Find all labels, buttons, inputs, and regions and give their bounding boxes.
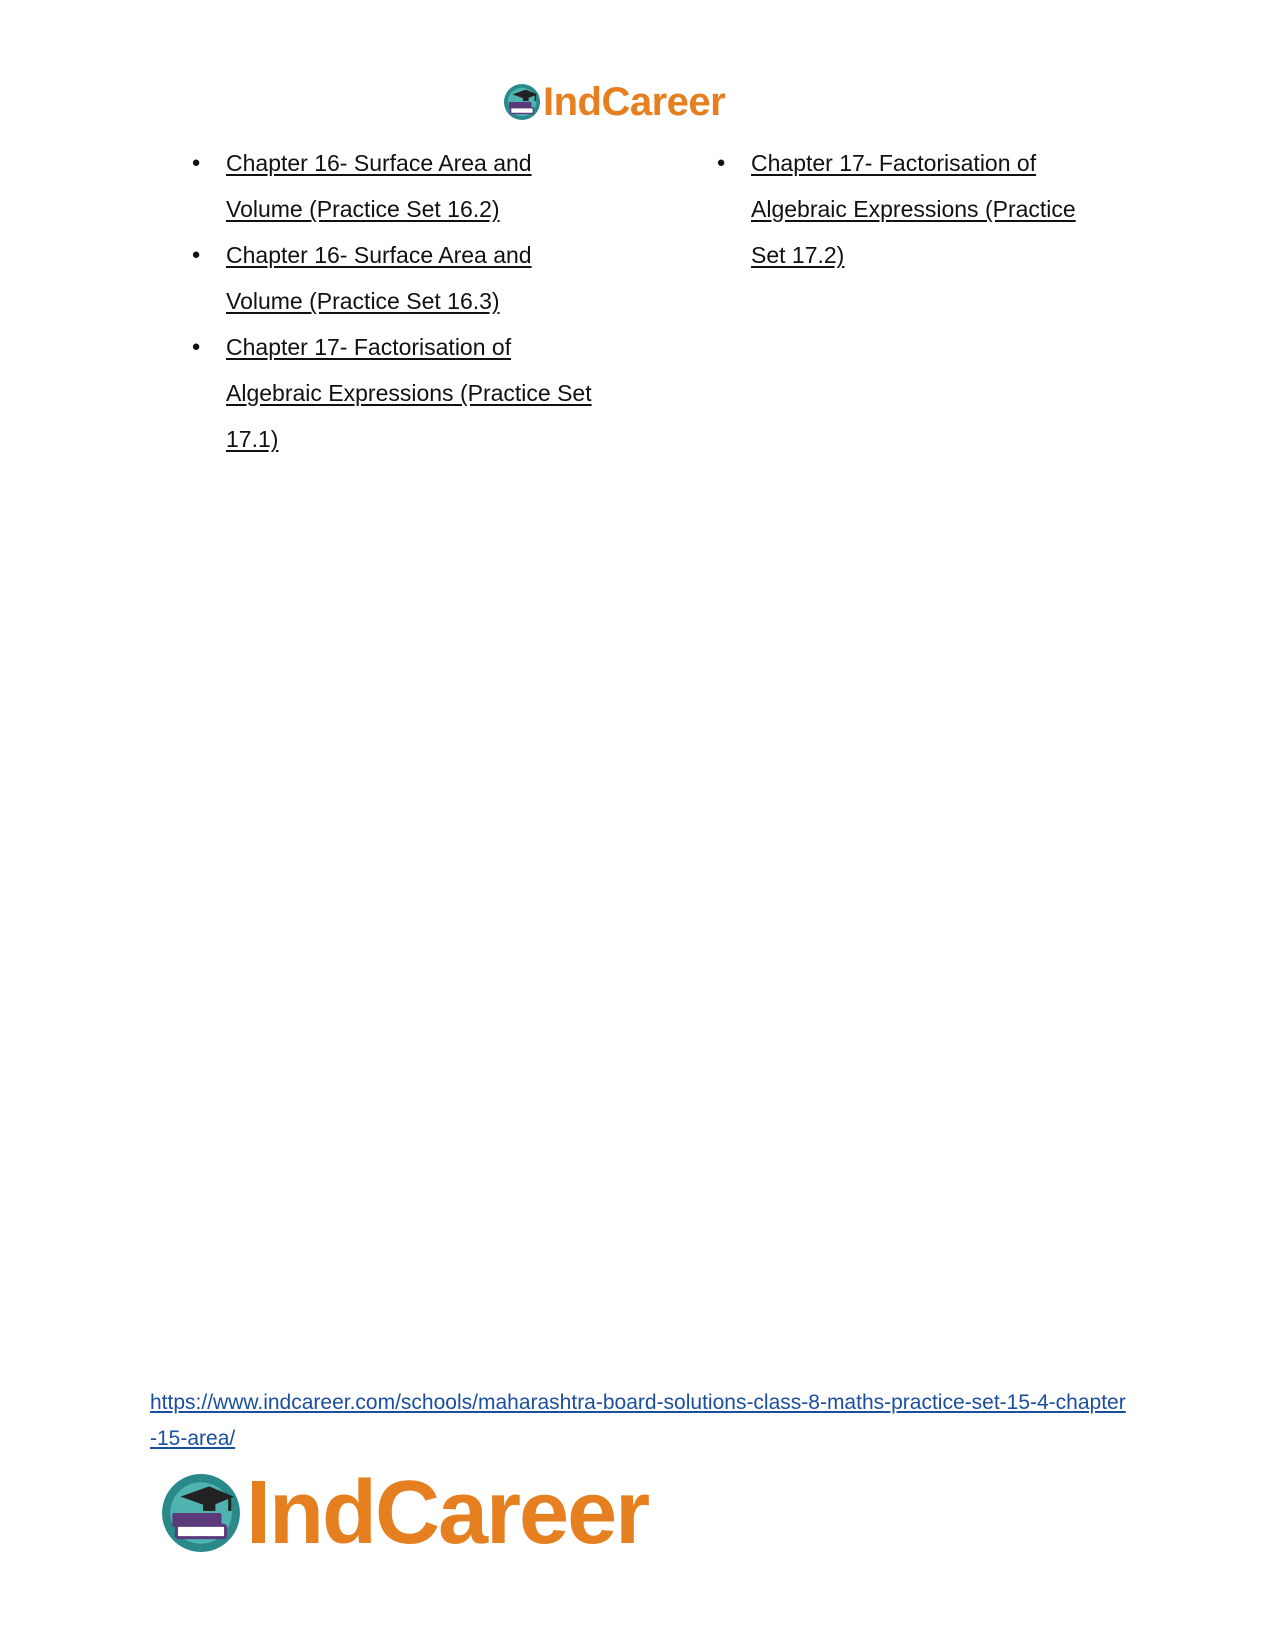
right-column	[713, 140, 1153, 278]
bullet-icon: ●	[191, 154, 201, 171]
list-item	[713, 140, 1153, 278]
bullet-icon: ●	[191, 338, 201, 355]
left-column	[188, 140, 628, 462]
chapter-link[interactable]: Chapter 17- Factorisation of Algebraic Expressions (Practice Set 17.2)	[751, 150, 1076, 268]
chapter-link[interactable]: Chapter 16- Surface Area and Volume (Practice Set 16.3)	[226, 242, 532, 314]
logo-wordmark: IndCareer	[246, 1463, 649, 1563]
indcareer-emblem-icon	[503, 83, 541, 121]
chapter-link-list	[188, 140, 628, 462]
chapter-link[interactable]: Chapter 16- Surface Area and Volume (Practice Set 16.2)	[226, 150, 532, 222]
indcareer-emblem-icon	[160, 1472, 242, 1554]
header-logo	[503, 78, 725, 126]
footer-url-link[interactable]: https://www.indcareer.com/schools/maharashtra-board-solutions-class-8-maths-practice-set-15-4-chapter-15-area/	[150, 1391, 1126, 1450]
bullet-icon: ●	[191, 246, 201, 263]
list-item	[188, 324, 628, 462]
logo-wordmark: IndCareer	[543, 80, 726, 124]
chapter-link-list	[713, 140, 1153, 278]
list-item	[188, 232, 628, 324]
bullet-icon: ●	[716, 154, 726, 171]
list-item	[188, 140, 628, 232]
footer-logo	[160, 1463, 649, 1563]
chapter-link[interactable]: Chapter 17- Factorisation of Algebraic Expressions (Practice Set 17.1)	[226, 334, 592, 452]
